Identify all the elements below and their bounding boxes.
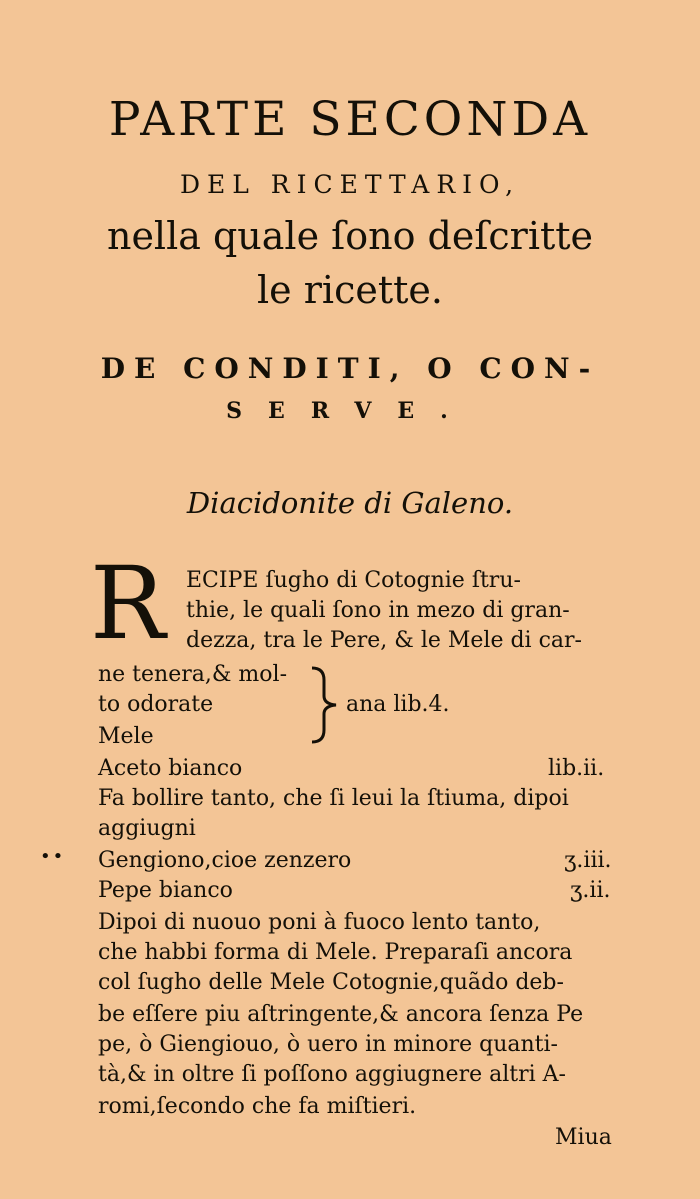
drop-cap: R [90, 545, 166, 662]
recipe-line-6: Mele [98, 724, 154, 749]
curly-brace-icon [308, 666, 344, 744]
recipe-line-8: Fa bollire tanto, che ſi leui la ſtiuma, dipoi [98, 786, 569, 811]
gengiono-quantity: ʒ.iii. [564, 848, 612, 873]
recipe-line-12: Dipoi di nuouo poni à fuoco lento tanto, [98, 910, 541, 935]
section-heading-line1: DE CONDITI, O CON- [100, 352, 600, 385]
brace-quantity: ana lib.4. [346, 692, 450, 717]
recipe-line-1: ECIPE ſugho di Cotognie ſtru- [186, 568, 521, 593]
recipe-line-4: ne tenera,& mol- [98, 662, 288, 687]
recipe-line-14: col ſugho delle Mele Cotognie,quãdo deb- [98, 970, 564, 995]
part-description-line1: nella quale ſono deſcritte [106, 214, 594, 258]
recipe-line-10: Gengiono,cioe zenzero [98, 848, 352, 873]
part-description-line2: le ricette. [257, 268, 443, 312]
recipe-line-2: thie, le quali ſono in mezo di gran- [186, 598, 570, 623]
section-heading-line2: SERVE. [226, 398, 474, 424]
recipe-line-5: to odorate [98, 692, 214, 717]
recipe-line-16: pe, ò Giengiouo, ò uero in minore quanti- [98, 1032, 558, 1057]
recipe-line-7: Aceto bianco [98, 756, 243, 781]
recipe-title: Diacidonite di Galeno. [186, 486, 514, 520]
part-title: PARTE SECONDA [108, 92, 592, 147]
recipe-line-18: romi,ſecondo che fa miſtieri. [98, 1094, 417, 1119]
part-subtitle: DEL RICETTARIO, [179, 170, 521, 199]
catchword: Miua [555, 1125, 612, 1150]
margin-mark: •• [40, 846, 66, 867]
pepe-quantity: ʒ.ii. [570, 878, 611, 903]
recipe-line-15: be eſſere piu aſtringente,& ancora ſenza Pe [98, 1002, 584, 1027]
recipe-line-17: tà,& in oltre ſi poſſono aggiugnere altri A- [98, 1062, 566, 1087]
aceto-quantity: lib.ii. [548, 756, 605, 781]
recipe-line-3: dezza, tra le Pere, & le Mele di car- [186, 628, 582, 653]
recipe-line-11: Pepe bianco [98, 878, 233, 903]
recipe-line-13: che habbi forma di Mele. Preparaſi ancora [98, 940, 573, 965]
recipe-line-9: aggiugni [98, 816, 196, 841]
